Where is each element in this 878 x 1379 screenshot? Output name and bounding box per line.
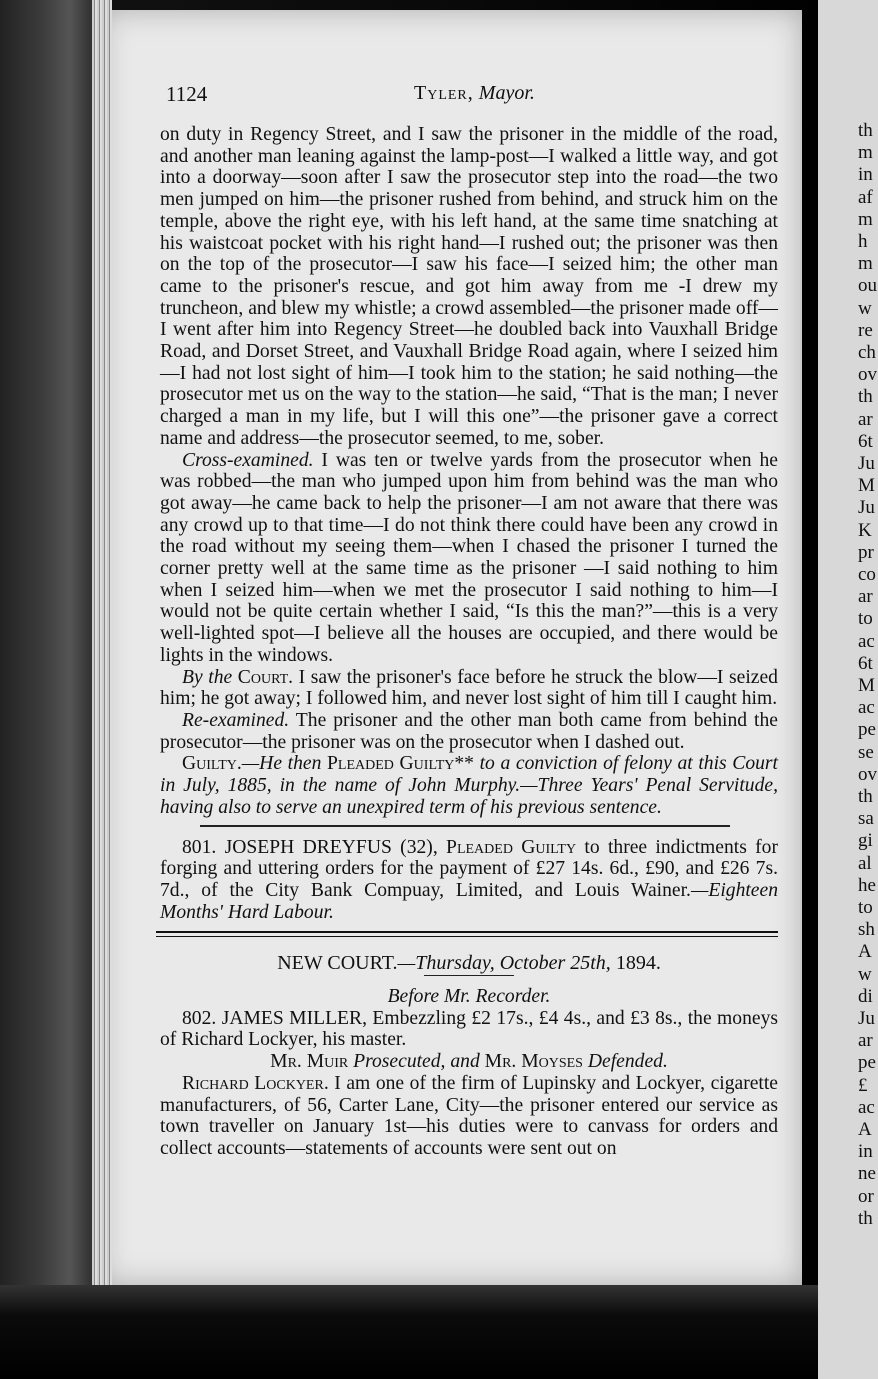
facing-page-fragment: ar [858,408,873,430]
running-head [414,82,535,105]
scan-bottom-edge [0,1285,818,1379]
facing-page-fragment: af [858,186,873,208]
facing-page-fragment: ac [858,630,875,652]
facing-page-fragment: di [858,985,873,1007]
before-recorder: Before Mr. Recorder. [387,986,551,1008]
facing-page-fragment: th [858,1207,873,1229]
facing-page-fragment: ov [858,364,877,386]
court-heading [160,953,778,975]
facing-page-fragment: m [858,253,873,275]
facing-page-fragment: Ju [858,453,875,474]
counsel-defended: Defended. [582,1051,668,1073]
facing-page-fragment: ar [858,586,873,608]
re-examined-lead: Re-examined. [182,709,290,731]
court-lead: Court. [237,666,294,688]
facing-page-fragment: sh [858,919,875,941]
facing-page-fragment: pe [858,1052,876,1074]
facing-page-fragment: pr [858,541,874,563]
by-the-court-text: I saw the prisoner's face before he struck the blow—I seized him; he got away; I followed him, and never lost sight of him till I caught him. [160,666,778,710]
facing-page-fragment: ch [858,342,876,363]
page-body [160,124,778,1160]
facing-page-fragment: ac [858,697,875,719]
section-rule [200,825,730,827]
facing-page-fragment: M [858,475,875,497]
facing-page-fragment: to [858,608,873,630]
paragraph-cross-examined [160,450,778,667]
book-binding [92,0,112,1290]
cross-examined-lead: Cross-examined. [182,449,314,471]
facing-page-fragment: he [858,874,876,896]
facing-page-fragment: w [858,963,872,985]
paragraph-verdict [160,753,778,818]
running-head-title: Mayor. [478,82,535,104]
facing-page-fragment: pe [858,719,876,741]
facing-page-fragment: h [858,231,868,252]
cross-examined-text: I was ten or twelve yards from the prosecutor when he was robbed—the man who jumped upon him from behind was the man who got away—he came back to help the prisoner—I am not aware that there was any crowd up to that time—I do not think there could have been any crowd in the road without my seeing them—when I chased the prisoner I turned the corner pretty well at the same time as the prisoner —I said nothing to him when I seized him—when we met the prosecutor I said nothing to him—I would not be quite certain whether I said, “Is this the man?”—this is a very well-lighted spot—I believe all the houses are occupied, and there would be lights in the windows. [160,449,778,666]
facing-page-fragment: in [858,164,873,186]
verdict-pleaded: Pleaded Guilty** [327,753,474,775]
facing-page-fragment: M [858,675,875,696]
facing-page-fragment: th [858,120,873,141]
facing-page-fragment: Ju [858,497,875,519]
paragraph-lockyer [160,1073,778,1160]
court-divider-rule [156,931,778,937]
facing-page-fragment: ac [858,1096,875,1118]
verdict-text: to a conviction of felony at this Court in July, 1885, in the name of John Murphy.—Three Years' Penal Servitude, having also to serve an unexpired term of his previous sentence. [160,753,778,818]
heading-underline [424,975,514,976]
page-number: 1124 [166,82,208,106]
paragraph-case-802: 802. JAMES MILLER, Embezzling £2 17s., £4 4s., and £3 8s., the moneys of Richard Lockyer, his master. [160,1007,778,1051]
paragraph-by-the-court [160,667,778,710]
court-heading-name: NEW COURT. [277,952,398,975]
facing-page-fragment: A [858,1119,872,1140]
paragraph-case-801 [160,837,778,924]
facing-page-fragment: th [858,786,873,807]
facing-page-fragment: gi [858,830,873,852]
facing-page-fragment: sa [858,808,874,830]
verdict-guilty: Guilty. [182,753,242,775]
facing-page-fragment: w [858,297,872,319]
facing-page-fragment: se [858,741,874,763]
counsel-moyses: Mr. Moyses [484,1051,583,1073]
facing-page-fragment: ne [858,1163,876,1185]
running-head-name: Tyler, [414,82,474,104]
case-801-start: 801. JOSEPH DREYFUS (32), [182,836,438,858]
verdict-he-then: —He then [241,753,322,775]
court-heading-year: 1894. [610,952,661,975]
facing-page-fragment: ou [858,275,877,297]
case-801-sentence: —Eighteen Months' Hard Labour. [160,879,778,923]
facing-page-fragment: 6t [858,652,873,674]
facing-page-fragment: or [858,1185,874,1207]
by-the-lead: By the [182,666,233,688]
facing-page-fragment: m [858,208,873,230]
court-heading-date: —Thursday, October 25th, [397,952,611,975]
facing-page-fragment: in [858,1141,873,1163]
facing-page-fragment: ar [858,1030,873,1052]
paragraph-re-examined [160,710,778,753]
facing-page-fragment: re [858,319,873,341]
counsel-muir: Mr. Muir [270,1051,349,1073]
facing-page-fragment: Ju [858,1008,875,1029]
page-header [166,82,776,112]
counsel-prosecuted: Prosecuted, and [348,1051,485,1073]
facing-page-fragment: to [858,897,873,918]
facing-page-fragment: th [858,386,873,408]
re-examined-text: The prisoner and the other man both came from behind the prosecutor—the prisoner was on the prosecutor when I dashed out. [160,709,778,753]
paragraph-testimony: on duty in Regency Street, and I saw the prisoner in the middle of the road, and another man leaning against the lamp-post—I walked a little way, and got into a doorway—soon after I saw the prosecutor step into the road—the two men jumped on him—the prisoner rushed from behind, and struck him on the temple, above the right eye, with his left hand, at the same time snatching at his waistcoat pocket with his right hand—I rushed out; the prisoner was then on the top of the prosecutor—I saw his face—I seized him; the other man came to the prisoner's rescue, and got him away from me -I drew my truncheon, and blew my whistle; a crowd assembled—the prisoner made off—I went after him into Regency Street—he doubled back into Vauxhall Bridge Road, and Dorset Street, and Vauxhall Bridge Road again, where I seized him—I had not lost sight of him—I took him to the station; he said nothing—the prosecutor met us on the way to the station—he said, “That is the man; I never charged a man in my life, but I will this one”—the prisoner gave a correct name and address—the prosecutor seemed, to me, sober. [160,124,778,449]
facing-page-fragment: al [858,852,872,874]
facing-page-fragment: ov [858,763,877,785]
lockyer-text: I am one of the firm of Lupinsky and Lockyer, cigarette manufacturers, of 56, Carter Lane, City—the prisoner entered our service as town traveller on January 1st—his duties were to canvass for orders and collect accounts—statements of accounts were sent out on [160,1072,779,1159]
facing-page-fragment: K [858,519,872,541]
facing-page-fragment: co [858,564,876,585]
facing-page-fragment: m [858,142,873,164]
facing-page-fragment: 6t [858,430,873,452]
case-801-pleaded: Pleaded Guilty [446,836,577,858]
case-801-text: to three indictments for forging and uttering orders for the payment of £27 14s. 6d., £90, and £26 7s. 7d., of the City Bank Compuay, Limited, and Louis Wainer. [160,836,778,901]
facing-page-fragment: £ [858,1074,868,1096]
facing-page-fragment: A [858,941,872,963]
lockyer-lead: Richard Lockyer. [182,1072,329,1094]
counsel-line [160,1051,778,1073]
facing-page [818,0,878,1379]
